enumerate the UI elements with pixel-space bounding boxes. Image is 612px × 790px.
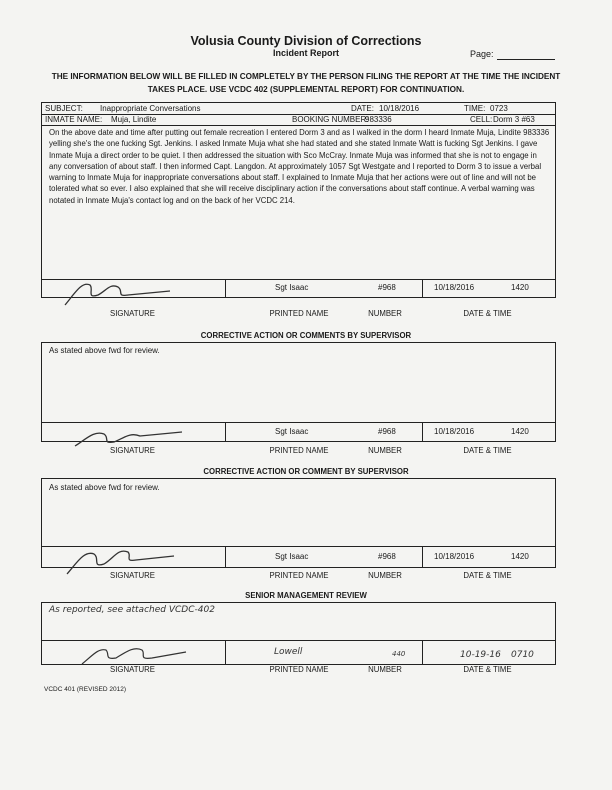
supervisor1-comment: As stated above fwd for review. <box>49 346 160 355</box>
booking-label: BOOKING NUMBER: <box>292 115 369 124</box>
number-1: #968 <box>378 283 396 292</box>
signature-label: SIGNATURE <box>110 571 155 580</box>
printed-name-label: PRINTED NAME <box>269 309 329 318</box>
date-time-label: DATE & TIME <box>463 665 512 674</box>
number-2: #968 <box>378 427 396 436</box>
row-divider <box>42 125 555 126</box>
subject-value: Inappropriate Conversations <box>100 104 201 113</box>
time-3: 1420 <box>511 552 529 561</box>
page-label: Page: <box>470 49 494 59</box>
time-4: 0710 <box>511 650 534 660</box>
incident-box <box>41 102 556 298</box>
date-2: 10/18/2016 <box>434 427 475 436</box>
number-4: 440 <box>392 650 406 658</box>
date-time-label: DATE & TIME <box>463 446 512 455</box>
signature-label: SIGNATURE <box>110 446 155 455</box>
time-label: TIME: <box>464 104 486 113</box>
signature-label: SIGNATURE <box>110 309 155 318</box>
printed-name-1: Sgt Isaac <box>275 283 309 292</box>
col-divider <box>225 279 226 297</box>
inmate-label: INMATE NAME: <box>45 115 103 124</box>
col-divider <box>422 546 423 567</box>
date-label: DATE: <box>351 104 374 113</box>
booking-number: 983336 <box>365 115 392 124</box>
senior-comment: As reported, see attached VCDC-402 <box>49 605 215 615</box>
col-divider <box>225 546 226 567</box>
org-title: Volusia County Division of Corrections <box>190 34 422 48</box>
cell-label: CELL: <box>470 115 493 124</box>
col-divider <box>422 640 423 664</box>
printed-name-2: Sgt Isaac <box>275 427 309 436</box>
signature-scribble <box>60 273 180 313</box>
date-3: 10/18/2016 <box>434 552 475 561</box>
date-1: 10/18/2016 <box>434 283 475 292</box>
printed-name-label: PRINTED NAME <box>269 446 329 455</box>
subject-label: SUBJECT: <box>45 104 83 113</box>
senior-title: SENIOR MANAGEMENT REVIEW <box>245 591 367 600</box>
col-divider <box>225 422 226 441</box>
printed-name-label: PRINTED NAME <box>269 571 329 580</box>
narrative: On the above date and time after putting out female recreation I entered Dorm 3 and as I walked in the dorm I heard Inmate Muja, Lindite 983336 yelling she's the one fucking Sgt. Jenkins. I asked Inmate Muja what she had stated and she stated Inmate Watt is fucking Sgt Jenkins. I gave Inmate Muja a direct order to be quiet. I then addressed the situation with Sco McCray. Inmate Muja was informed that she is not to engage in any conversation of about staff. I then informed Capt. Langdon. At approximately 1057 Sgt Westgate and I reported to Dorm 3 to issue a verbal warning to Inmate Muja for inappropriate conversations about staff. I explained to Inmate Muja that her actions were out of line and will not be tolerated what so ever. I also explained that she will receive disciplinary action if the conversations about staff continue. A verbal warning was notated in Inmate Muja's contact log and on the back of her VCDC 214. <box>49 128 550 205</box>
instructions: THE INFORMATION BELOW WILL BE FILLED IN COMPLETELY BY THE PERSON FILING THE REPORT AT THE TIME THE INCIDENT TAKES PLACE. USE VCDC 402 (SUPPLEMENTAL REPORT) FOR CONTINUATION. <box>51 72 561 94</box>
printed-name-4: Lowell <box>274 647 303 657</box>
signature-label: SIGNATURE <box>110 665 155 674</box>
time-1: 1420 <box>511 283 529 292</box>
printed-name-label: PRINTED NAME <box>269 665 329 674</box>
time-value: 0723 <box>490 104 508 113</box>
number-label: NUMBER <box>368 309 402 318</box>
supervisor2-title: CORRECTIVE ACTION OR COMMENT BY SUPERVISOR <box>203 467 409 476</box>
number-label: NUMBER <box>368 571 402 580</box>
time-2: 1420 <box>511 427 529 436</box>
date-4: 10-19-16 <box>460 650 501 660</box>
date-value: 10/18/2016 <box>379 104 420 113</box>
date-time-label: DATE & TIME <box>463 309 512 318</box>
supervisor2-comment: As stated above fwd for review. <box>49 483 160 492</box>
number-3: #968 <box>378 552 396 561</box>
cell-value: Dorm 3 #63 <box>493 115 535 124</box>
col-divider <box>225 640 226 664</box>
supervisor1-title: CORRECTIVE ACTION OR COMMENTS BY SUPERVISOR <box>200 331 412 340</box>
form-number: VCDC 401 (REVISED 2012) <box>44 686 127 693</box>
printed-name-3: Sgt Isaac <box>275 552 309 561</box>
inmate-name: Muja, Lindite <box>111 115 157 124</box>
form-title: Incident Report <box>272 48 339 58</box>
date-time-label: DATE & TIME <box>463 571 512 580</box>
col-divider <box>422 279 423 297</box>
page-line <box>497 59 555 60</box>
col-divider <box>422 422 423 441</box>
number-label: NUMBER <box>368 446 402 455</box>
number-label: NUMBER <box>368 665 402 674</box>
